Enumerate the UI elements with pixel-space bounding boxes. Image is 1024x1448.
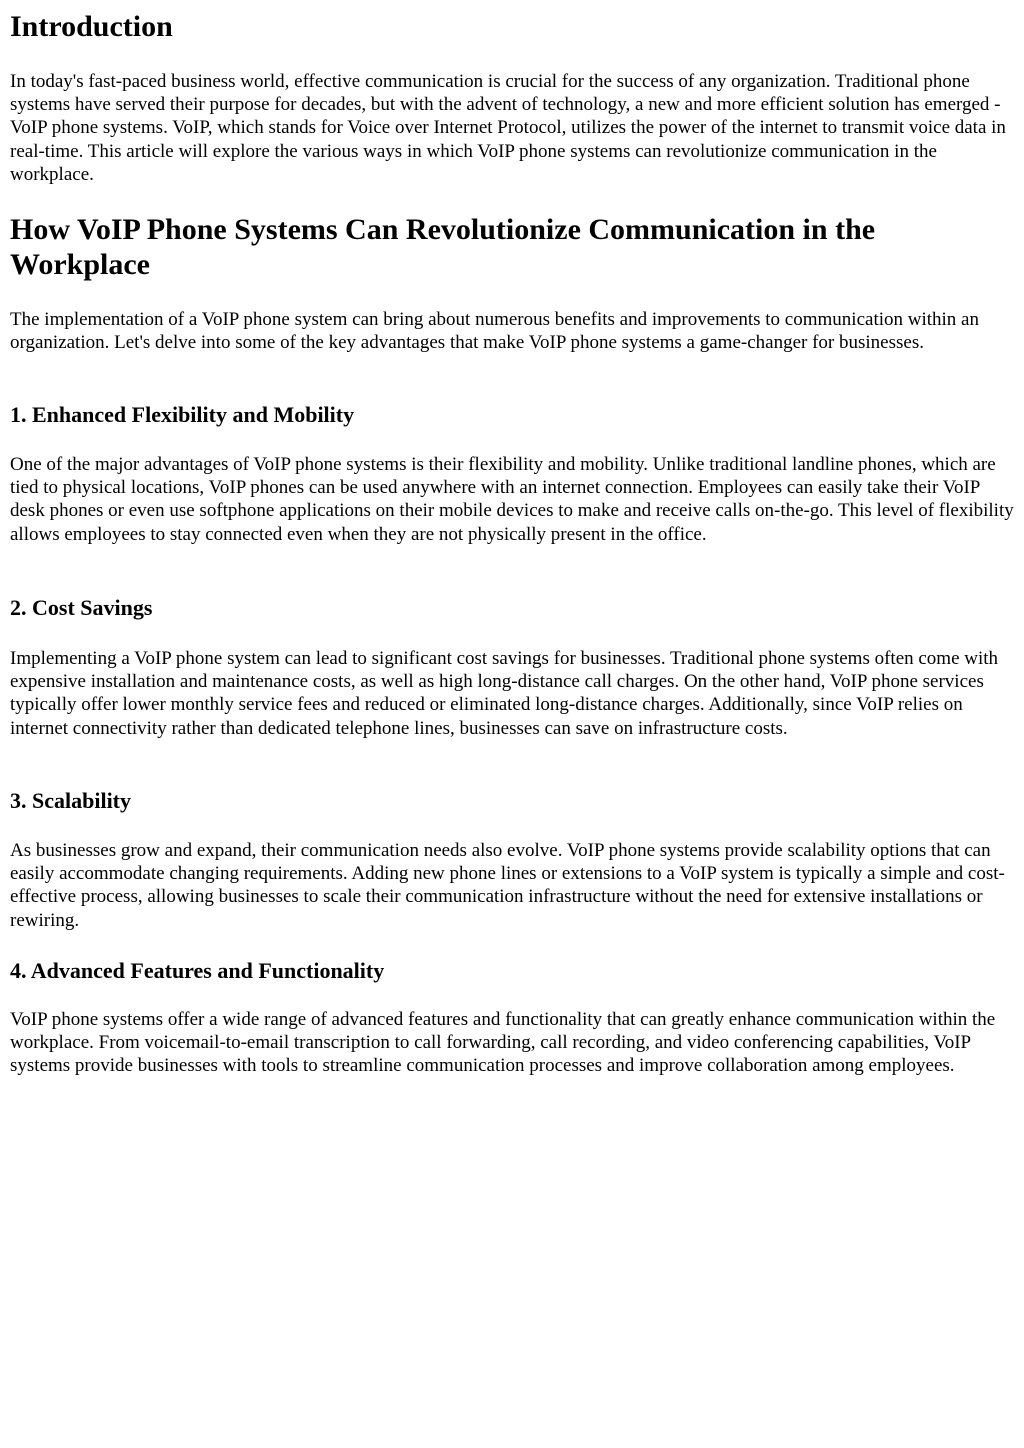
- section-paragraph-scalability: As businesses grow and expand, their communication needs also evolve. VoIP phone systems provide scalability options that can easily accommodate changing requirements. Adding new phone lines or extensions to a VoIP system is typically a simple and cost-effective process, allowing businesses to scale their communication infrastructure without the need for extensive installations or rewiring.: [10, 840, 1005, 931]
- section-heading-scalability: 3. Scalability: [10, 788, 132, 813]
- section-heading-advanced-features: 4. Advanced Features and Functionality: [10, 958, 385, 983]
- intro-heading: Introduction: [10, 10, 173, 43]
- main-paragraph: The implementation of a VoIP phone system can bring about numerous benefits and improvements to communication within an organization. Let's delve into some of the key advantages that make VoIP phone systems a game-changer for businesses.: [10, 309, 979, 354]
- section-heading-flexibility: 1. Enhanced Flexibility and Mobility: [10, 402, 355, 427]
- intro-paragraph: In today's fast-paced business world, effective communication is crucial for the success of any organization. Traditional phone systems have served their purpose for decades, but with the advent of technology, a new and more efficient solution has emerged - VoIP phone systems. VoIP, which stands for Voice over Internet Protocol, utilizes the power of the internet to transmit voice data in real-time. This article will explore the various ways in which VoIP phone systems can revolutionize communication in the workplace.: [10, 71, 1006, 185]
- section-paragraph-cost-savings: Implementing a VoIP phone system can lead to significant cost savings for businesses. Traditional phone systems often come with expensive installation and maintenance costs, as well as high long-distance call charges. On the other hand, VoIP phone services typically offer lower monthly service fees and reduced or eliminated long-distance charges. Additionally, since VoIP relies on internet connectivity rather than dedicated telephone lines, businesses can save on infrastructure costs.: [10, 648, 999, 739]
- section-paragraph-advanced-features: VoIP phone systems offer a wide range of advanced features and functionality that can greatly enhance communication within the workplace. From voicemail-to-email transcription to call forwarding, call recording, and video conferencing capabilities, VoIP systems provide businesses with tools to streamline communication processes and improve collaboration among employees.: [10, 1009, 996, 1077]
- section-paragraph-flexibility: One of the major advantages of VoIP phone systems is their flexibility and mobility. Unlike traditional landline phones, which are tied to physical locations, VoIP phones can be used anywhere with an internet connection. Employees can easily take their VoIP desk phones or even use softphone applications on their mobile devices to make and receive calls on-the-go. This level of flexibility allows employees to stay connected even when they are not physically present in the office.: [10, 454, 1014, 545]
- main-heading: How VoIP Phone Systems Can Revolutionize Communication in the Workplace: [10, 213, 876, 281]
- section-heading-cost-savings: 2. Cost Savings: [10, 595, 153, 620]
